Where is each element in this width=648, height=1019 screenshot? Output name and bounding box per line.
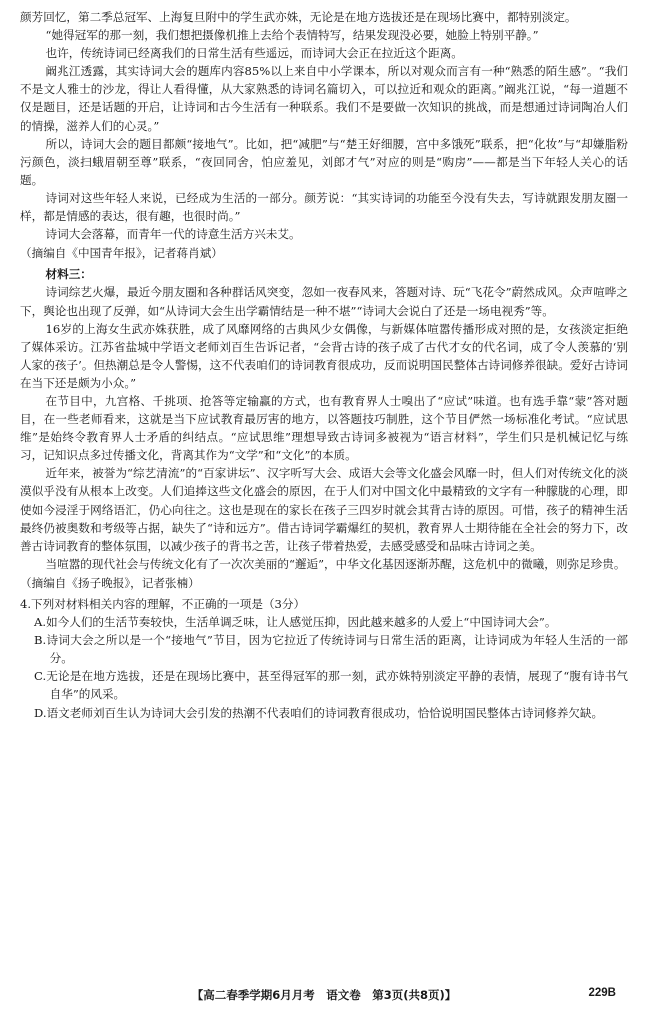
paragraph: 阚兆江透露，其实诗词大会的题库内容85%以上来自中小学课本，所以对观众而言有一种“熟悉的陌生感”。“我们不是文人雅士的沙龙，得让人看得懂，从大家熟悉的诗词名篇切入，可以拉近和观众的距离。”阚兆江说，“每一道题不仅是题目，还是话题的开启，让诗词和古今生活有一种联系。我们不是要做一次知识的挑战，而是想通过诗词陶冶人们的情操，滋养人们的心灵。” bbox=[20, 64, 628, 133]
paragraph: 所以，诗词大会的题目都颇“接地气”。比如，把“减肥”与“楚王好细腰，宫中多饿死”联系，把“化妆”与“却嫌脂粉污颜色，淡扫蛾眉朝至尊”联系，“夜回同舍，怕应羞见，刘郎才气”对应的则是“购房”——都是当下年轻人关心的话题。 bbox=[20, 136, 628, 187]
question-4 bbox=[20, 595, 628, 722]
question-stem: 4.下列对材料相关内容的理解，不正确的一项是（3分） bbox=[20, 597, 306, 611]
paragraph: 在节目中，九宫格、千挑项、抢答等定输赢的方式，也有教育界人士嗅出了“应试”味道。也有选手靠“蒙”答对题目，在一些老师看来，这就是当下应试教育最厉害的地方，以答题技巧制胜，这个节目俨然一场标准化考试。“应试思维”是始终令教育界人士矛盾的纠结点。“应试思维”理想导致古诗词多被视为“语言材料”，学生们只是机械记忆与练习，记知识点多过传播文化，背离其作为“文学”和“文化”的本质。 bbox=[20, 393, 628, 463]
footer-paper-code: 229B bbox=[588, 987, 616, 999]
paragraph: 诗词大会落幕，而青年一代的诗意生活方兴未艾。 bbox=[45, 227, 301, 242]
paragraph: 当喧嚣的现代社会与传统文化有了一次次美丽的“邂逅”，中华文化基因逐渐苏醒，这危机中的微曦，则弥足珍贵。 bbox=[45, 556, 626, 571]
paragraph: 诗词对这些年轻人来说，已经成为生活的一部分。颜芳说：“其实诗词的功能至今没有失去，写诗就跟发朋友圈一样，都是情感的表达，很有趣，也很时尚。” bbox=[20, 190, 628, 224]
option-b: B.诗词大会之所以是一个“接地气”节目，因为它拉近了传统诗词与日常生活的距离，让诗词成为年轻人生活的一部分。 bbox=[34, 633, 628, 666]
paragraph: 也许，传统诗词已经离我们的日常生活有些遥远，而诗词大会正在拉近这个距离。 bbox=[45, 46, 463, 61]
option-c: C.无论是在地方选拔，还是在现场比赛中，甚至得冠军的那一刻，武亦姝特别淡定平静的表情，展现了“腹有诗书气自华”的风采。 bbox=[34, 669, 628, 702]
option-a: A.如今人们的生活节奏较快，生活单调乏味，让人感觉压抑，因此越来越多的人爱上“中国诗词大会”。 bbox=[34, 615, 557, 630]
paragraph: “她得冠军的那一刻，我们想把摄像机推上去给个表情特写，结果发现没必要，她脸上特别平静。” bbox=[45, 28, 539, 43]
source-citation: （摘编自《中国青年报》，记者蒋肖斌） bbox=[20, 246, 223, 261]
paragraph: 诗词综艺火爆，最近今朋友圈和各种群话风突变，忽如一夜春风来，答题对诗、玩“飞花令”蔚然成风。众声喧哗之下，舆论也出现了反弹，如“从诗词大会生出学霸情结是一种不堪”“诗词大会说白了还是一场电视秀”等。 bbox=[20, 285, 628, 318]
footer-page-info: 【高二春季学期6月月考 语文卷 第3页(共8页)】 bbox=[191, 988, 457, 1002]
paragraph: 近年来，被誉为“综艺清流”的“百家讲坛”、汉字听写大会、成语大会等文化盛会风靡一时，但人们对传统文化的淡漠似乎没有从根本上改变。人们追捧这些文化盛会的原因，在于人们对中国文化中最精致的文字有一种朦胧的心理，即使如今浸淫于网络语汇，仍心向往之。这也是现在的家长在孩子三四岁时就会其背古诗的原因。可惜，孩子的精神生活最终仍被奥数和考级等占据，缺失了“诗和远方”。借古诗词学霸爆红的契机，教育界人士期待能在全社会的努力下，改善古诗词教育的整体氛围，以减少孩子的背书之苦，让孩子带着热爱，去感受感受和品味古诗词之美。 bbox=[20, 466, 628, 553]
paragraph: 颜芳回忆，第二季总冠军、上海复旦附中的学生武亦姝，无论是在地方选拔还是在现场比赛中，都特别淡定。 bbox=[20, 10, 577, 24]
page-content bbox=[20, 8, 628, 983]
page-footer bbox=[0, 987, 648, 1007]
section-heading: 材料三： bbox=[45, 267, 92, 282]
material2-tail bbox=[20, 8, 628, 262]
paragraph: 16岁的上海女生武亦姝获胜，成了风靡网络的古典风少女偶像，与新媒体喧嚣传播形成对照的是，女孩淡定拒绝了媒体采访。江苏省盐城中学语文老师刘百生告诉记者，“会背古诗的孩子成了古代才女的代名词，成了令人羡慕的‘别人家的孩子’。但热潮总是令人警惕，这不代表咱们的诗词教育很成功，反而说明国民整体古诗词修养很缺。爱好古诗词在当下还是颇为小众。” bbox=[20, 321, 628, 390]
option-d: D.语文老师刘百生认为诗词大会引发的热潮不代表咱们的诗词教育很成功，恰恰说明国民整体古诗词修养欠缺。 bbox=[34, 705, 604, 720]
source-citation: （摘编自《扬子晚报》，记者张楠） bbox=[20, 575, 200, 590]
material3 bbox=[20, 265, 628, 592]
